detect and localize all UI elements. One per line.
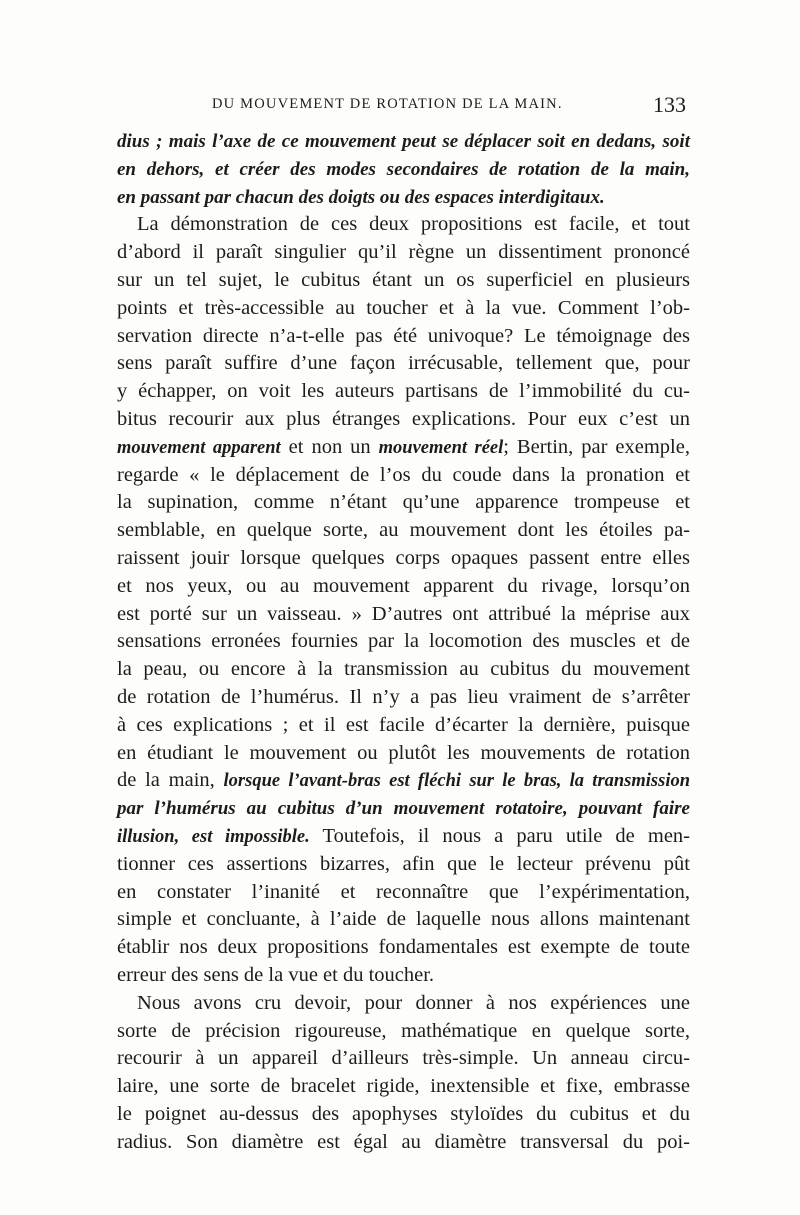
text-line-15: semblable, en quelque sorte, au mouvement dont les étoiles pa- <box>117 519 690 542</box>
text-line-33: sorte de précision rigoureuse, mathématique en quelque sorte, <box>117 1019 690 1042</box>
text-line-10: y échapper, on voit les auteurs partisans de l’immobilité du cu- <box>117 380 690 403</box>
text-line-24 <box>117 767 690 795</box>
text-line-17: et nos yeux, ou au mouvement apparent du rivage, lorsqu’on <box>117 574 690 597</box>
text-line-1: dius ; mais l’axe de ce mouvement peut se déplacer soit en dedans, soit <box>117 131 690 152</box>
text-line-12 <box>117 434 690 462</box>
text-line-14: la supination, comme n’étant qu’une apparence trompeuse et <box>117 491 690 514</box>
text-line-35: laire, une sorte de bracelet rigide, inextensible et fixe, embrasse <box>117 1075 690 1098</box>
text-segment: ; Bertin, par exemple, <box>503 435 690 458</box>
text-line-29: simple et concluante, à l’aide de laquelle nous allons maintenant <box>117 908 690 931</box>
text-line-22: à ces explications ; et il est facile d’écarter la dernière, puisque <box>117 713 690 736</box>
text-line-2: en dehors, et créer des modes secondaires de rotation de la main, <box>117 158 690 180</box>
text-line-30: établir nos deux propositions fondamentales est exempte de toute <box>117 936 690 959</box>
running-title: DU MOUVEMENT DE ROTATION DE LA MAIN. <box>212 96 563 112</box>
text-line-28: en constater l’inanité et reconnaître que l’expérimentation, <box>117 880 690 903</box>
text-line-18: est porté sur un vaisseau. » D’autres ont attribué la méprise aux <box>117 602 690 625</box>
italic-phrase: lorsque l’avant-bras est fléchi sur le bras, la transmission <box>223 771 690 792</box>
text-line-16: raissent jouir lorsque quelques corps opaques passent entre elles <box>117 546 690 569</box>
text-line-9: sens paraît suffire d’une façon irrécusable, tellement que, pour <box>117 352 690 375</box>
text-line-26 <box>117 823 690 851</box>
text-line-37: radius. Son diamètre est égal au diamètre transversal du poi- <box>117 1130 690 1153</box>
text-line-21: de rotation de l’humérus. Il n’y a pas lieu vraiment de s’arrêter <box>117 685 690 708</box>
body-text <box>117 128 690 1156</box>
text-line-3: en passant par chacun des doigts ou des espaces interdigitaux. <box>117 186 605 208</box>
text-segment: de la main, <box>117 769 224 792</box>
text-line-34: recourir à un appareil d’ailleurs très-simple. Un anneau circu- <box>117 1047 690 1070</box>
text-line-13: regarde « le déplacement de l’os du coude dans la pronation et <box>117 463 690 486</box>
text-line-4: La démonstration de ces deux propositions est facile, et tout <box>137 213 690 236</box>
text-line-23: en étudiant le mouvement ou plutôt les mouvements de rotation <box>117 741 690 764</box>
text-line-7: points et très-accessible au toucher et à la vue. Comment l’ob- <box>117 296 690 319</box>
italic-phrase: illusion, est impossible. <box>117 826 310 847</box>
italic-phrase: mouvement apparent <box>117 437 281 458</box>
text-segment: et non un <box>280 435 379 458</box>
text-line-11: bitus recourir aux plus étranges explications. Pour eux c’est un <box>117 407 690 430</box>
text-line-20: la peau, ou encore à la transmission au cubitus du mouvement <box>117 658 690 681</box>
running-head <box>117 92 690 120</box>
text-line-36: le poignet au-dessus des apophyses styloïdes du cubitus et du <box>117 1102 690 1125</box>
text-line-27: tionner ces assertions bizarres, afin que le lecteur prévenu pût <box>117 852 690 875</box>
text-line-5: d’abord il paraît singulier qu’il règne un dissentiment prononcé <box>117 241 690 264</box>
text-segment: Toutefois, il nous a paru utile de men- <box>309 824 690 847</box>
italic-phrase: mouvement réel <box>378 437 504 458</box>
text-line-31: erreur des sens de la vue et du toucher. <box>117 963 435 986</box>
page-number: 133 <box>653 92 686 117</box>
text-line-25: par l’humérus au cubitus d’un mouvement rotatoire, pouvant faire <box>117 798 690 820</box>
text-line-6: sur un tel sujet, le cubitus étant un os superficiel en plusieurs <box>117 268 690 291</box>
text-line-19: sensations erronées fournies par la locomotion des muscles et de <box>117 630 690 653</box>
text-line-8: servation directe n’a-t-elle pas été univoque? Le témoignage des <box>117 324 690 347</box>
text-line-32: Nous avons cru devoir, pour donner à nos expériences une <box>137 991 690 1014</box>
